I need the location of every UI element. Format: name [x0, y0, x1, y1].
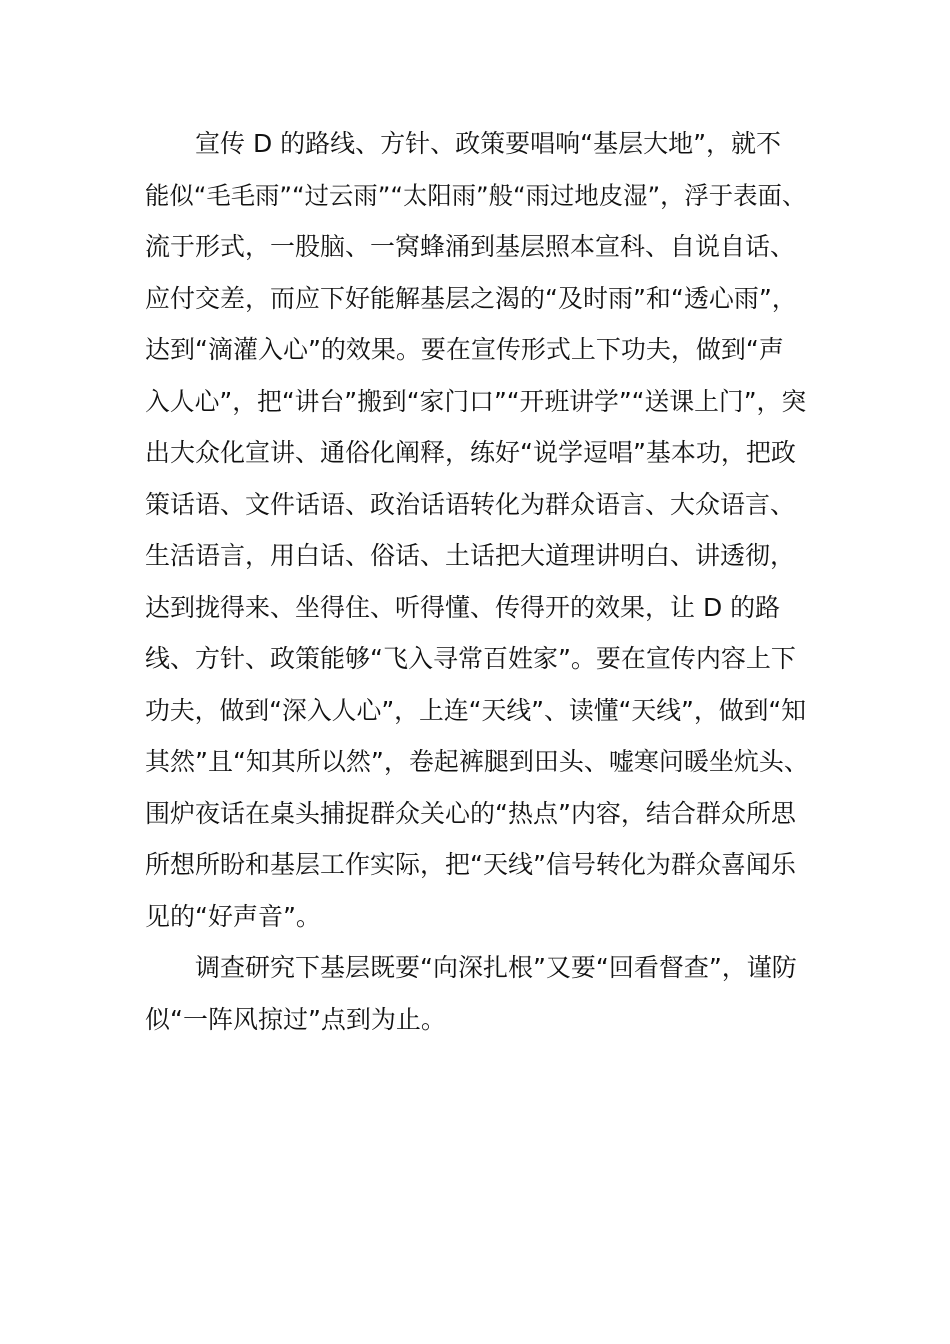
- text-line: 出大众化宣讲、通俗化阐释，练好“说学逗唱”基本功，把政: [145, 438, 796, 467]
- text-line: 调查研究下基层既要“向深扎根”又要“回看督查”，谨防: [195, 953, 797, 982]
- text-line: 流于形式，一股脑、一窝蜂涌到基层照本宣科、自说自话、: [145, 232, 796, 261]
- text-line: 策话语、文件话语、政治话语转化为群众语言、大众语言、: [145, 489, 796, 519]
- text-line: 能似“毛毛雨”“过云雨”“太阳雨”般“雨过地皮湿”，浮于表面、: [145, 180, 807, 210]
- text-line: 应付交差，而应下好能解基层之渴的“及时雨”和“透心雨”，: [145, 283, 797, 313]
- text-line: 其然”且“知其所以然”，卷起裤腿到田头、嘘寒问暖坐炕头、: [145, 747, 809, 776]
- text-line: 宣传 D 的路线、方针、政策要唱响“基层大地”，就不: [195, 129, 782, 158]
- text-line: 功夫，做到“深入人心”，上连“天线”、读懂“天线”，做到“知: [145, 695, 807, 725]
- text-line: 似“一阵风掠过”点到为止。: [145, 1004, 446, 1034]
- text-line: 生活语言，用白话、俗话、土话把大道理讲明白、讲透彻，: [145, 541, 796, 570]
- text-line: 见的“好声音”。: [145, 901, 321, 931]
- text-line: 达到拢得来、坐得住、听得懂、传得开的效果，让 D 的路: [145, 592, 781, 622]
- text-line: 所想所盼和基层工作实际，把“天线”信号转化为群众喜闻乐: [145, 850, 796, 879]
- text-line: 围炉夜话在桌头捕捉群众关心的“热点”内容，结合群众所思: [145, 798, 796, 828]
- text-line: 入人心”，把“讲台”搬到“家门口”“开班讲学”“送课上门”，突: [145, 386, 807, 416]
- text-line: 达到“滴灌入心”的效果。要在宣传形式上下功夫，做到“声: [145, 335, 784, 364]
- paragraph-2: [145, 942, 810, 1045]
- text-line: 线、方针、政策能够“飞入寻常百姓家”。要在宣传内容上下: [145, 644, 796, 673]
- document-body: [145, 118, 810, 1045]
- paragraph-1: [145, 118, 810, 942]
